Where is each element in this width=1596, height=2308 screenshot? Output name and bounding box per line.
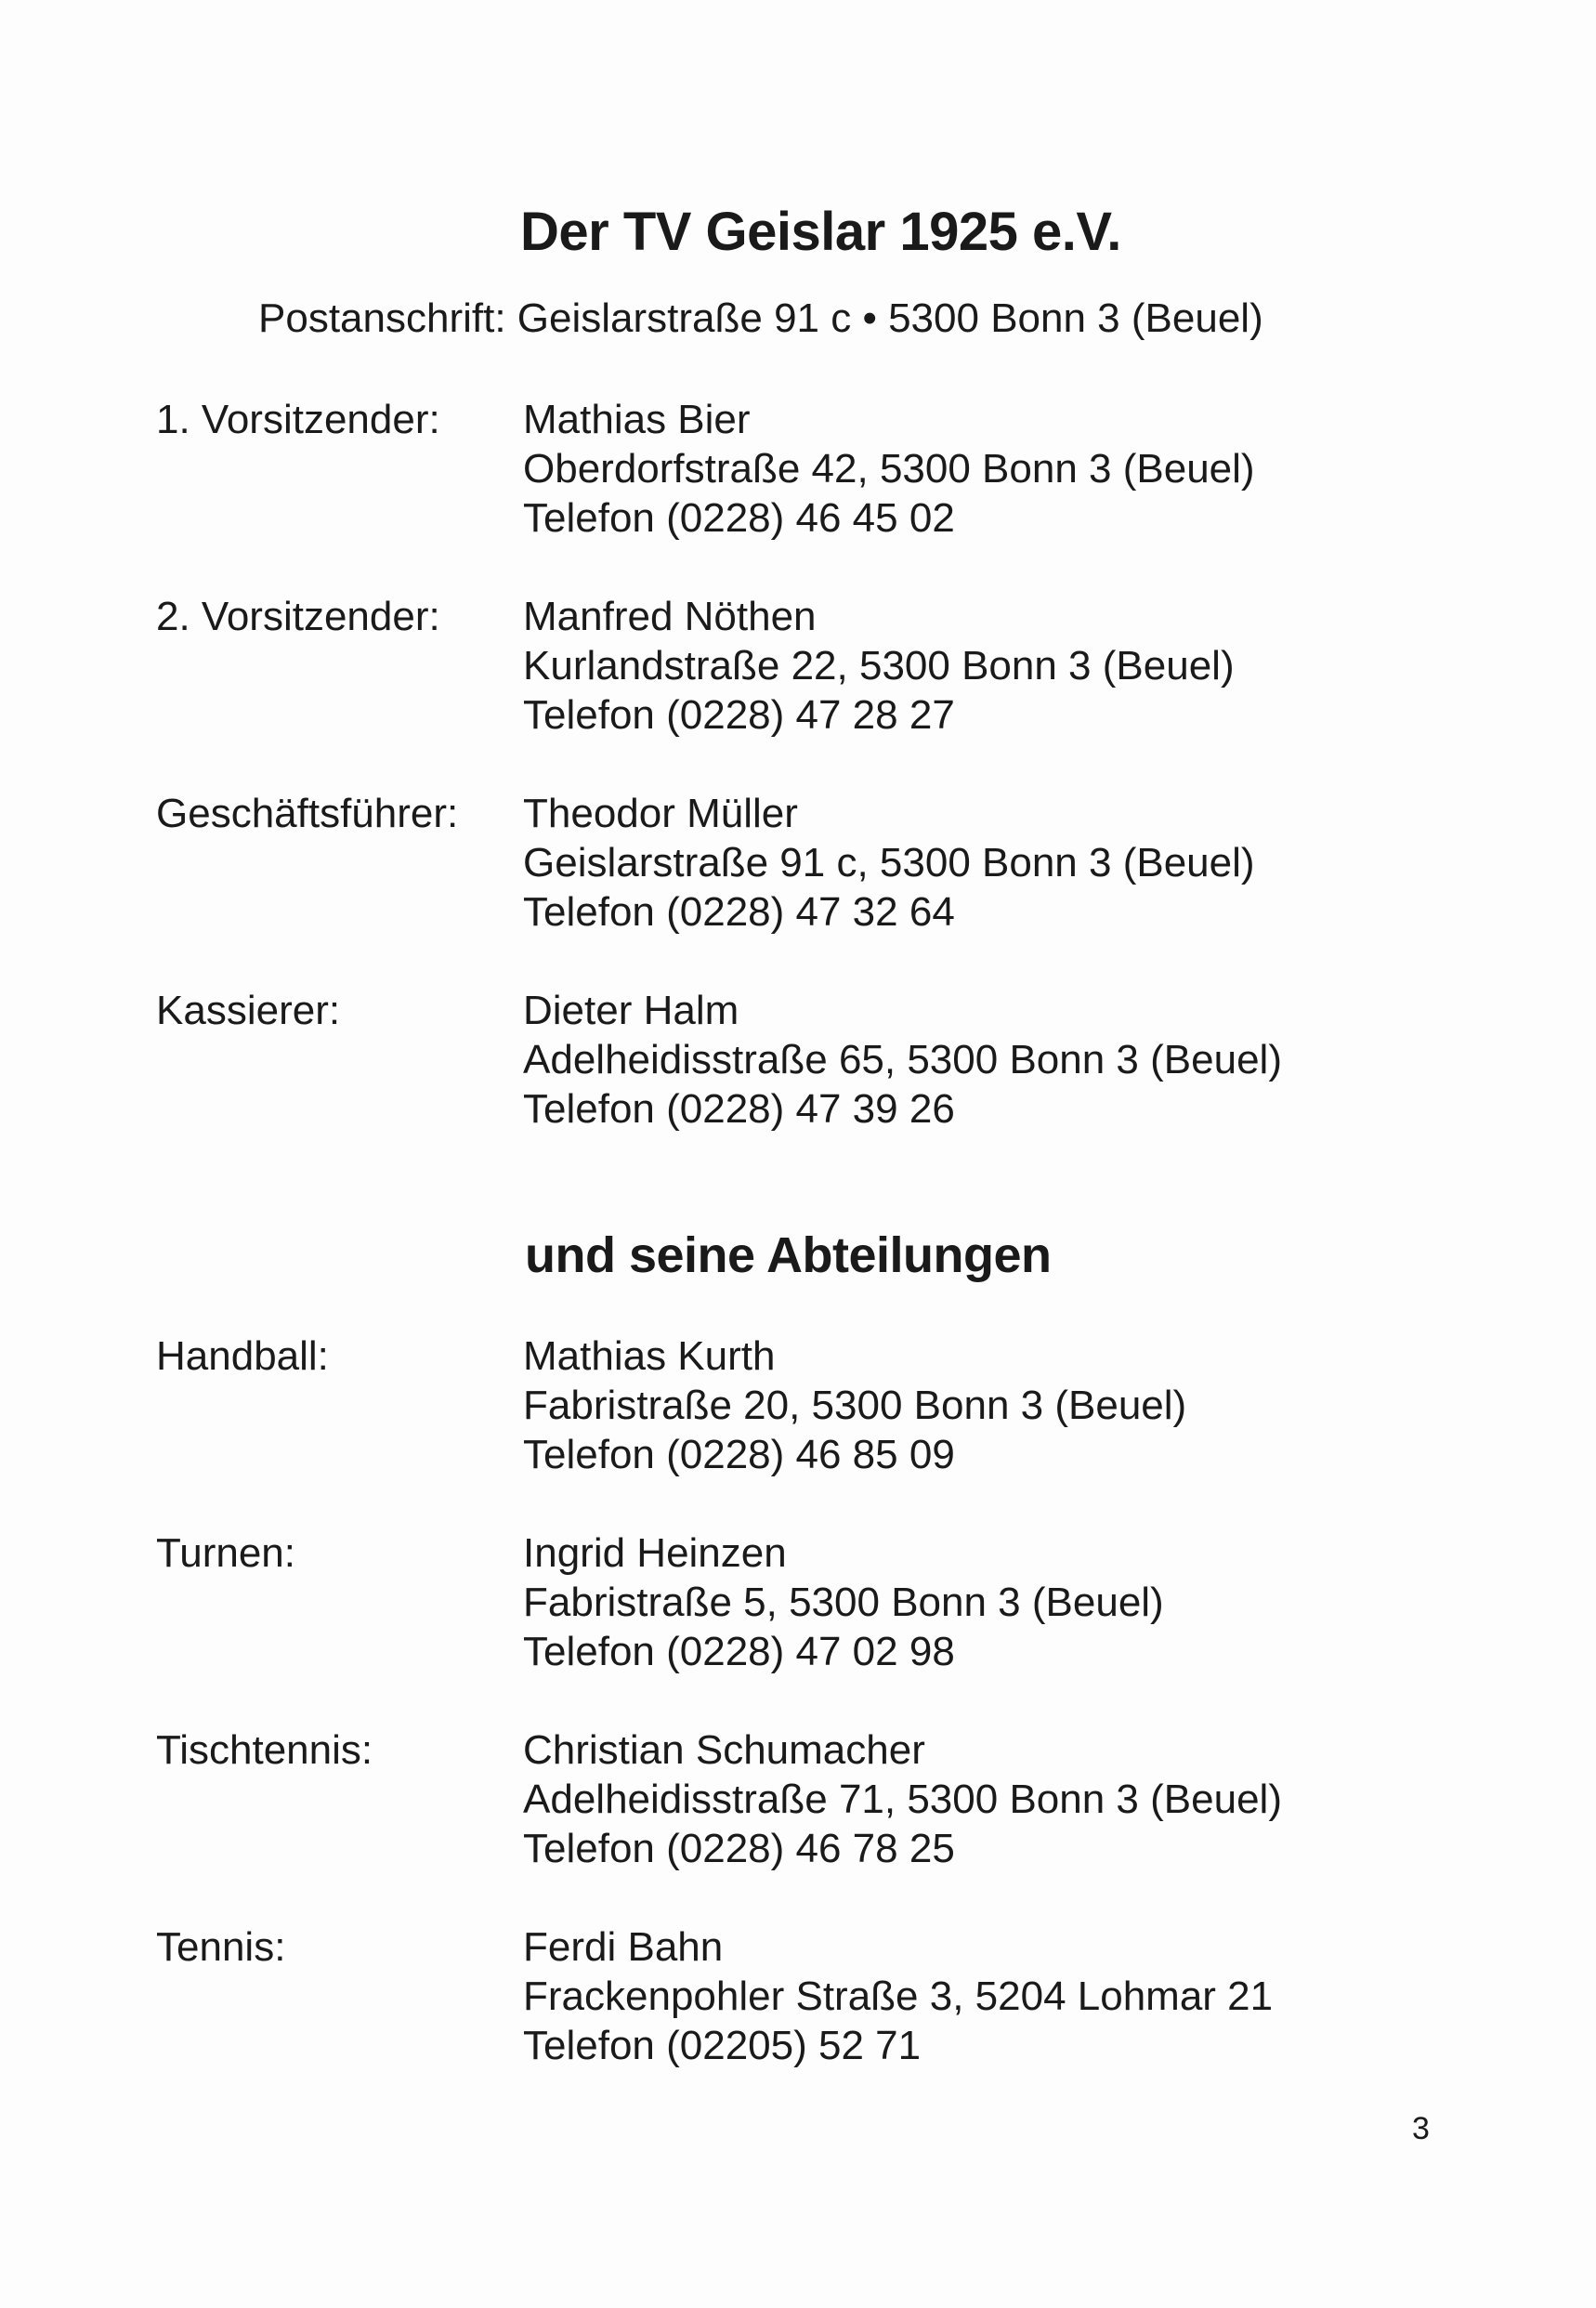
entry-role: Tischtennis:	[156, 1727, 373, 1773]
entry-details	[523, 1331, 1186, 1479]
entry-address: Geislarstraße 91 c, 5300 Bonn 3 (Beuel)	[523, 840, 1255, 885]
entry-details	[523, 1725, 1282, 1873]
entry-phone: Telefon (0228) 46 78 25	[523, 1826, 955, 1871]
page-title: Der TV Geislar 1925 e.V.	[520, 202, 1121, 262]
entry-name: Mathias Kurth	[523, 1333, 776, 1379]
entry-address: Frackenpohler Straße 3, 5204 Lohmar 21	[523, 1974, 1274, 2019]
departments-heading: und seine Abteilungen	[525, 1227, 1052, 1283]
entry-details	[523, 395, 1255, 543]
entry-name: Theodor Müller	[523, 791, 798, 836]
postal-address: Postanschrift: Geislarstraße 91 c • 5300 Bonn 3 (Beuel)	[258, 295, 1263, 341]
entry-phone: Telefon (0228) 47 32 64	[523, 889, 955, 935]
entry-role: Geschäftsführer:	[156, 791, 459, 836]
entry-name: Dieter Halm	[523, 988, 739, 1033]
entry-name: Christian Schumacher	[523, 1727, 925, 1773]
entry-address: Fabristraße 20, 5300 Bonn 3 (Beuel)	[523, 1383, 1187, 1428]
entry-role: 2. Vorsitzender:	[156, 594, 440, 639]
entry-address: Fabristraße 5, 5300 Bonn 3 (Beuel)	[523, 1580, 1164, 1625]
entry-role: Handball:	[156, 1333, 329, 1379]
entry-details	[523, 1922, 1273, 2070]
entry-address: Kurlandstraße 22, 5300 Bonn 3 (Beuel)	[523, 643, 1235, 688]
entry-phone: Telefon (0228) 47 39 26	[523, 1086, 955, 1132]
entry-phone: Telefon (0228) 47 02 98	[523, 1629, 955, 1674]
entry-phone: Telefon (0228) 46 45 02	[523, 495, 955, 541]
entry-address: Adelheidisstraße 71, 5300 Bonn 3 (Beuel)	[523, 1777, 1282, 1822]
entry-details	[523, 592, 1235, 740]
entry-phone: Telefon (0228) 46 85 09	[523, 1432, 955, 1477]
entry-name: Ferdi Bahn	[523, 1924, 724, 1970]
entry-role: Kassierer:	[156, 988, 341, 1033]
entry-role: 1. Vorsitzender:	[156, 397, 440, 442]
entry-details	[523, 789, 1255, 937]
entry-phone: Telefon (02205) 52 71	[523, 2023, 922, 2068]
entry-phone: Telefon (0228) 47 28 27	[523, 692, 955, 738]
entry-address: Adelheidisstraße 65, 5300 Bonn 3 (Beuel)	[523, 1037, 1282, 1082]
entry-role: Turnen:	[156, 1530, 296, 1576]
page-number: 3	[1412, 2111, 1430, 2146]
entry-details	[523, 1528, 1164, 1676]
entry-name: Mathias Bier	[523, 397, 751, 442]
entry-address: Oberdorfstraße 42, 5300 Bonn 3 (Beuel)	[523, 446, 1255, 492]
entry-name: Manfred Nöthen	[523, 594, 817, 639]
entry-details	[523, 986, 1282, 1134]
entry-role: Tennis:	[156, 1924, 286, 1970]
entry-name: Ingrid Heinzen	[523, 1530, 787, 1576]
